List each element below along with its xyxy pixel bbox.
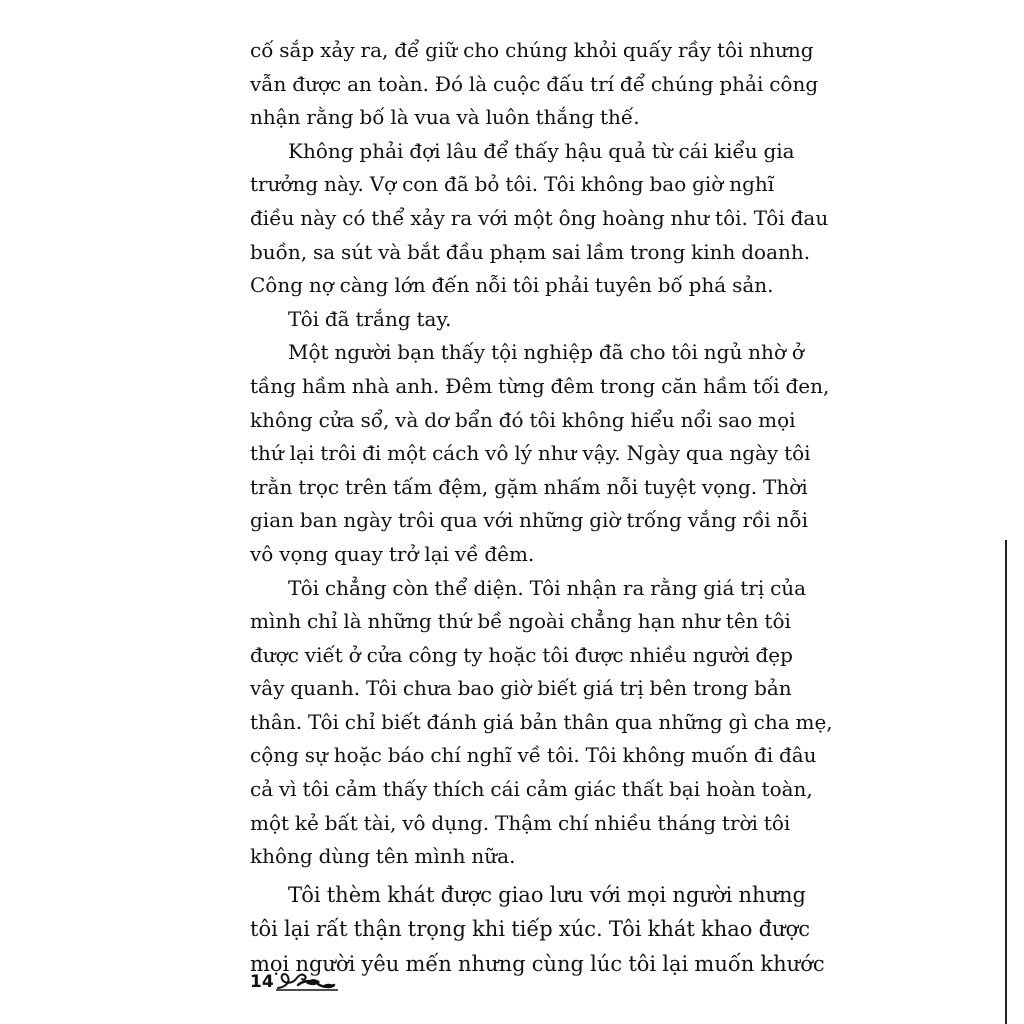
text-line: cả vì tôi cảm thấy thích cái cảm giác thất bại hoàn toàn, [250,777,813,802]
swirl-ornament-icon [276,966,338,992]
text-line: không cửa sổ, và dơ bẩn đó tôi không hiểu nổi sao mọi [250,407,796,432]
text-line: mọi người yêu mến nhưng cùng lúc tôi lại muốn khước [250,951,825,976]
paragraph-1 [250,34,819,135]
text-line: buồn, sa sút và bắt đầu phạm sai lầm trong kinh doanh. [250,239,811,264]
text-line: nhận rằng bố là vua và luôn thắng thế. [250,105,640,130]
text-line: một kẻ bất tài, vô dụng. Thậm chí nhiều tháng trời tôi [250,810,791,835]
paragraph-3 [250,303,790,337]
text-line: thân. Tôi chỉ biết đánh giá bản thân qua những gì cha mẹ, [250,709,833,734]
text-line: vây quanh. Tôi chưa bao giờ biết giá trị bên trong bản [250,676,792,701]
paragraph-5 [250,572,833,874]
text-line: trưởng này. Vợ con đã bỏ tôi. Tôi không bao giờ nghĩ [250,172,775,197]
text-line: thứ lại trôi đi một cách vô lý như vậy. Ngày qua ngày tôi [250,441,811,466]
text-line: tôi lại rất thận trọng khi tiếp xúc. Tôi khát khao được [250,917,810,942]
text-line: Tôi chẳng còn thể diện. Tôi nhận ra rằng giá trị của [288,575,807,600]
text-line: vô vọng quay trở lại về đêm. [250,541,535,566]
text-line: mình chỉ là những thứ bề ngoài chẳng hạn như tên tôi [250,609,791,634]
text-line: Không phải đợi lâu để thấy hậu quả từ cái kiểu gia [288,138,795,163]
paragraph-4 [250,336,830,571]
body-text [250,34,833,981]
text-line: Một người bạn thấy tội nghiệp đã cho tôi ngủ nhờ ở [288,340,804,365]
page-number: 14 [250,972,274,992]
page-footer [250,962,338,992]
text-line: cộng sự hoặc báo chí nghĩ về tôi. Tôi không muốn đi đâu [250,743,817,768]
paragraph-2 [250,135,829,303]
text-line: điều này có thể xảy ra với một ông hoàng như tôi. Tôi đau [250,205,829,230]
text-line: được viết ở cửa công ty hoặc tôi được nhiều người đẹp [250,642,793,667]
page-edge-line [1005,540,1007,1024]
text-line: không dùng tên mình nữa. [250,844,516,869]
text-line: tầng hầm nhà anh. Đêm từng đêm trong căn hầm tối đen, [250,373,830,398]
text-line: Tôi thèm khát được giao lưu với mọi người nhưng [288,882,806,907]
text-line: Tôi đã trắng tay. [288,306,452,331]
text-line: gian ban ngày trôi qua với những giờ trống vắng rồi nỗi [250,508,809,533]
text-line: Công nợ càng lớn đến nỗi tôi phải tuyên bố phá sản. [250,273,774,298]
text-line: vẫn được an toàn. Đó là cuộc đấu trí để chúng phải công [250,71,819,96]
text-line: cố sắp xảy ra, để giữ cho chúng khỏi quấy rầy tôi nhưng [250,38,814,62]
text-line: trằn trọc trên tấm đệm, gặm nhấm nỗi tuyệt vọng. Thời [250,474,808,499]
